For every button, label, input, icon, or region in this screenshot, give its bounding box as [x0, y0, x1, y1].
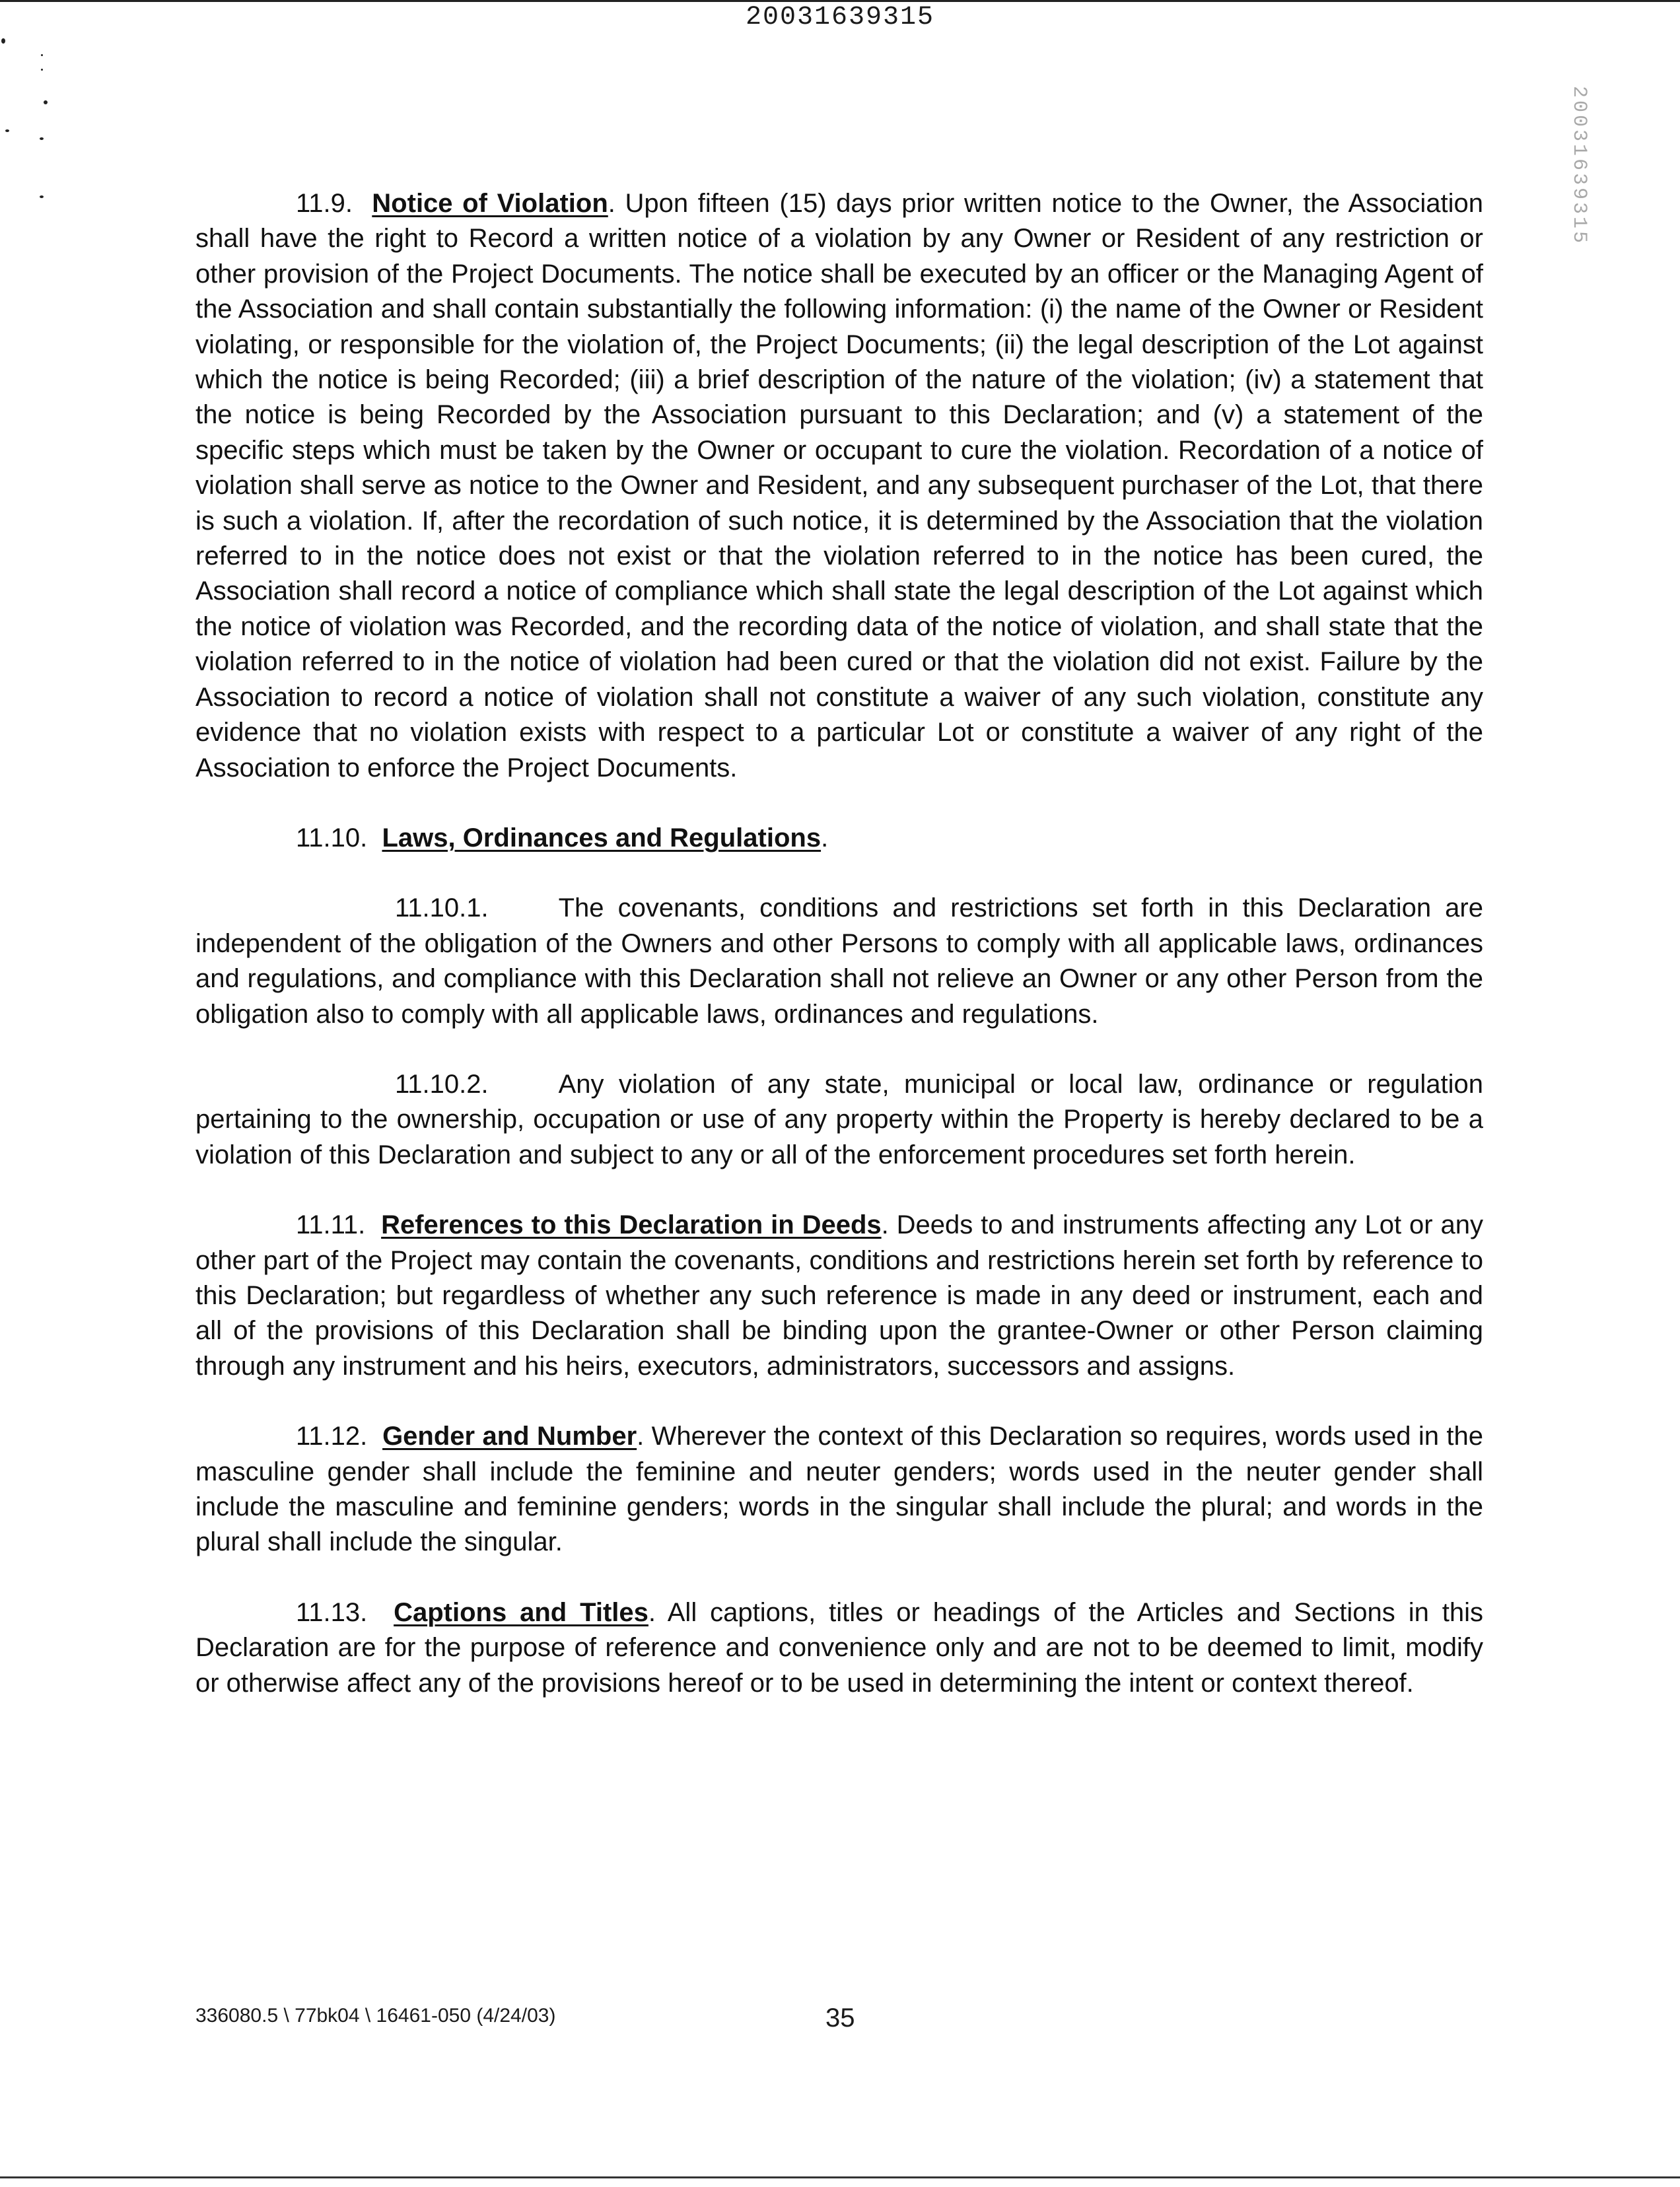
- scan-speck: [41, 69, 43, 71]
- scan-speck: [5, 129, 9, 132]
- scan-speck: [44, 100, 48, 104]
- scan-speck: [41, 54, 43, 56]
- footer-doc-reference: 336080.5 \ 77bk04 \ 16461-050 (4/24/03): [195, 2005, 556, 2027]
- section-11-10-2: [195, 1067, 1483, 1173]
- section-heading: References to this Declaration in Deeds: [381, 1210, 882, 1240]
- section-number: 11.13.: [296, 1597, 368, 1627]
- section-11-10: [195, 821, 1483, 856]
- section-number: 11.10.2.: [395, 1069, 489, 1099]
- top-scan-rule: [0, 0, 1680, 2]
- section-number: 11.10.1.: [395, 893, 489, 923]
- side-stamp-number: 20031639315: [1568, 86, 1590, 246]
- bottom-scan-rule: [0, 2176, 1680, 2178]
- section-body: . Upon fifteen (15) days prior written notice to the Owner, the Association shall have the right to Record a written notice of a violation by any Owner or Resident of any restriction or other provision of the Project Documents. The notice shall be executed by an officer or the Managing Agent of the Association and shall contain substantially the following information: (i) the name of the Owner or Resident violating, or responsible for the violation of, the Project Documents; (ii) the legal description of the Lot against which the notice is being Recorded; (iii) a brief description of the nature of the violation; (iv) a statement that the notice is being Recorded by the Association pursuant to this Declaration; and (v) a statement of the specific steps which must be taken by the Owner or occupant to cure the violation. Recordation of a notice of violation shall serve as notice to the Owner and Resident, and any subsequent purchaser of the Lot, that there is such a violation. If, after the recordation of such notice, it is determined by the Association that the violation referred to in the notice does not exist or that the violation referred to in the notice has been cured, the Association shall record a notice of compliance which shall state the legal description of the Lot against which the notice of violation was Recorded, and the recording data of the notice of violation, and shall state that the violation referred to in the notice of violation had been cured or that the violation did not exist. Failure by the Association to record a notice of violation shall not constitute a waiver of any such violation, constitute any evidence that no violation exists with respect to a particular Lot or constitute a waiver of any right of the Association to enforce the Project Documents.: [195, 189, 1484, 782]
- section-number: 11.10.: [296, 823, 368, 852]
- section-number: 11.12.: [296, 1422, 368, 1451]
- scan-speck: [1, 38, 5, 44]
- document-body: [195, 186, 1483, 1701]
- section-heading: Gender and Number: [382, 1422, 637, 1451]
- section-11-12: [195, 1419, 1483, 1560]
- document-number: 20031639315: [745, 3, 935, 32]
- section-body: .: [821, 823, 829, 852]
- section-heading: Captions and Titles: [394, 1597, 648, 1627]
- section-number: 11.11.: [296, 1210, 366, 1240]
- section-heading: Notice of Violation: [372, 189, 608, 218]
- section-body: . Wherever the context of this Declaration so requires, words used in the masculine gender shall include the feminine and neuter genders; words used in the neuter gender shall include the masculine and feminine genders; words in the singular shall include the plural; and words in the plural shall include the singular.: [195, 1422, 1483, 1557]
- section-11-13: [195, 1595, 1483, 1701]
- scan-speck: [40, 137, 44, 140]
- section-heading: Laws, Ordinances and Regulations: [382, 823, 822, 852]
- section-11-11: [195, 1208, 1483, 1384]
- section-body: . Deeds to and instruments affecting any Lot or any other part of the Project may contain the covenants, conditions and restrictions herein set forth by reference to this Declaration; but regardless of whether any such reference is made in any deed or instrument, each and all of the provisions of this Declaration shall be binding upon the grantee-Owner or other Person claiming through any instrument and his heirs, executors, administrators, successors and assigns.: [195, 1210, 1483, 1381]
- section-body: The covenants, conditions and restrictions set forth in this Declaration are independent of the obligation of the Owners and other Persons to comply with all applicable laws, ordinances and regulations, and compliance with this Declaration shall not relieve an Owner or any other Person from the obligation also to comply with all applicable laws, ordinances and regulations.: [195, 893, 1483, 1029]
- scan-speck: [40, 195, 44, 198]
- page-number: 35: [825, 2003, 855, 2032]
- section-11-9: [195, 186, 1483, 786]
- section-body: . All captions, titles or headings of the Articles and Sections in this Declaration are for the purpose of reference and convenience only and are not to be deemed to limit, modify or otherwise affect any of the provisions hereof or to be used in determining the intent or context thereof.: [195, 1597, 1484, 1698]
- section-body: Any violation of any state, municipal or local law, ordinance or regulation pertaining to the ownership, occupation or use of any property within the Property is hereby declared to be a violation of this Declaration and subject to any or all of the enforcement procedures set forth herein.: [195, 1069, 1483, 1169]
- section-number: 11.9.: [296, 189, 353, 218]
- section-11-10-1: [195, 891, 1483, 1032]
